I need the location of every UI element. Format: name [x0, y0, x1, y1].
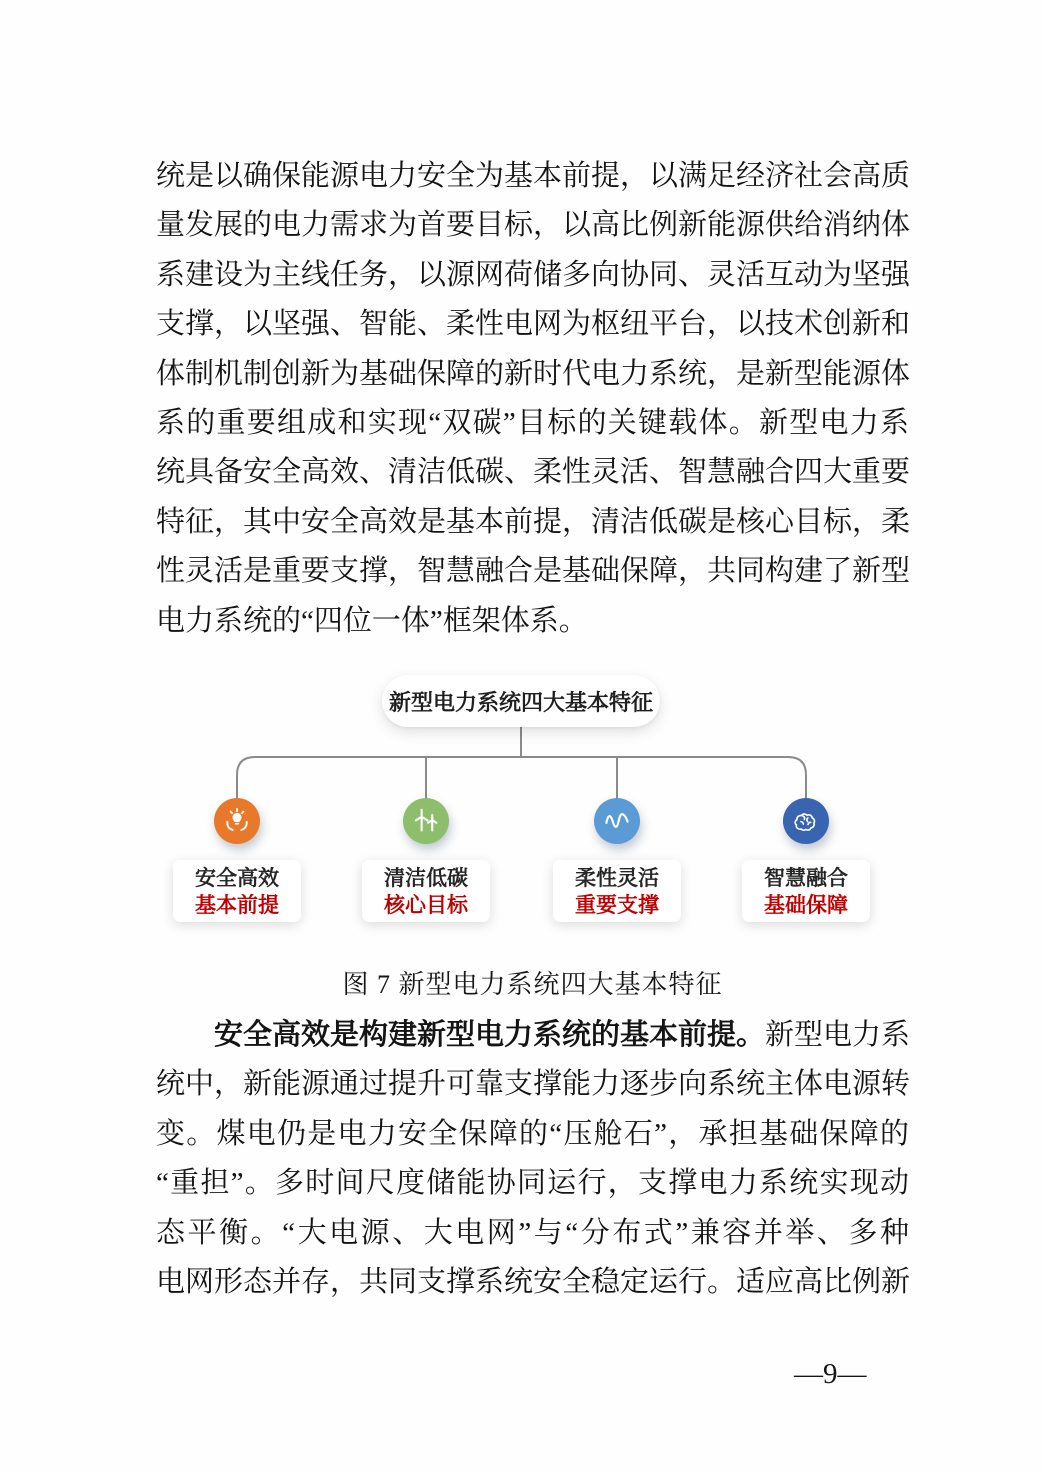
node-card-flexible: [553, 860, 681, 922]
node-name: 清洁低碳: [384, 867, 468, 890]
figure-title-box: [382, 675, 660, 727]
node-subtitle: 基本前提: [195, 894, 279, 917]
body-text-line: 体制机制创新为基础保障的新时代电力系统，是新型能源体: [156, 357, 911, 390]
body-text-line: 支撑，以坚强、智能、柔性电网为枢纽平台，以技术创新和: [156, 308, 911, 341]
waveform-icon: [594, 798, 640, 844]
figure-caption: 图 7 新型电力系统四大基本特征: [342, 970, 723, 999]
node-name: 柔性灵活: [575, 867, 659, 890]
node-name: 智慧融合: [764, 867, 848, 890]
body-text-line: 态平衡。“大电源、大电网”与“分布式”兼容并举、多种: [156, 1216, 909, 1249]
body-text-line: 系建设为主线任务，以源网荷储多向协同、灵活互动为坚强: [156, 258, 911, 291]
brain-icon: [783, 798, 829, 844]
body-text-line: 性灵活是重要支撑，智慧融合是基础保障，共同构建了新型: [156, 555, 911, 588]
bold-lead-sentence: 安全高效是构建新型电力系统的基本前提。: [214, 1019, 766, 1051]
paragraph-1: [156, 152, 909, 646]
hands-holding-bulb-icon: [214, 798, 260, 844]
body-text-line: 统是以确保能源电力安全为基本前提，以满足经济社会高质: [156, 160, 911, 192]
node-name: 安全高效: [195, 867, 279, 890]
body-text-line: “重担”。多时间尺度储能协同运行，支撑电力系统实现动: [156, 1167, 909, 1200]
node-subtitle: 基础保障: [764, 894, 848, 917]
figure-title: 新型电力系统四大基本特征: [388, 689, 653, 715]
body-text-line: 系的重要组成和实现“双碳”目标的关键载体。新型电力系: [156, 406, 909, 439]
body-text-line: 电力系统的“四位一体”框架体系。: [156, 604, 588, 637]
body-text-line: 量发展的电力需求为首要目标，以高比例新能源供给消纳体: [156, 209, 911, 242]
body-text: 新型电力系: [765, 1019, 911, 1051]
node-card-clean-lowcarbon: [362, 860, 490, 922]
body-text-line: [156, 1011, 909, 1060]
body-text-line: 统中，新能源通过提升可靠支撑能力逐步向系统主体电源转: [156, 1068, 911, 1101]
body-text-line: 电网形态并存，共同支撑系统安全稳定运行。适应高比例新: [156, 1265, 911, 1298]
wind-turbines-icon: [403, 798, 449, 844]
body-text-line: 变。煤电仍是电力安全保障的“压舱石”，承担基础保障的: [156, 1117, 909, 1150]
body-text-line: 统具备安全高效、清洁低碳、柔性灵活、智慧融合四大重要: [156, 456, 911, 489]
body-text-line: 特征，其中安全高效是基本前提，清洁低碳是核心目标，柔: [156, 505, 911, 538]
node-subtitle: 核心目标: [384, 894, 468, 917]
node-subtitle: 重要支撑: [575, 894, 659, 917]
node-card-smart-integration: [742, 860, 870, 922]
page-number: —9—: [794, 1358, 867, 1390]
node-card-safe-efficient: [173, 860, 301, 922]
paragraph-2: [156, 1011, 909, 1307]
